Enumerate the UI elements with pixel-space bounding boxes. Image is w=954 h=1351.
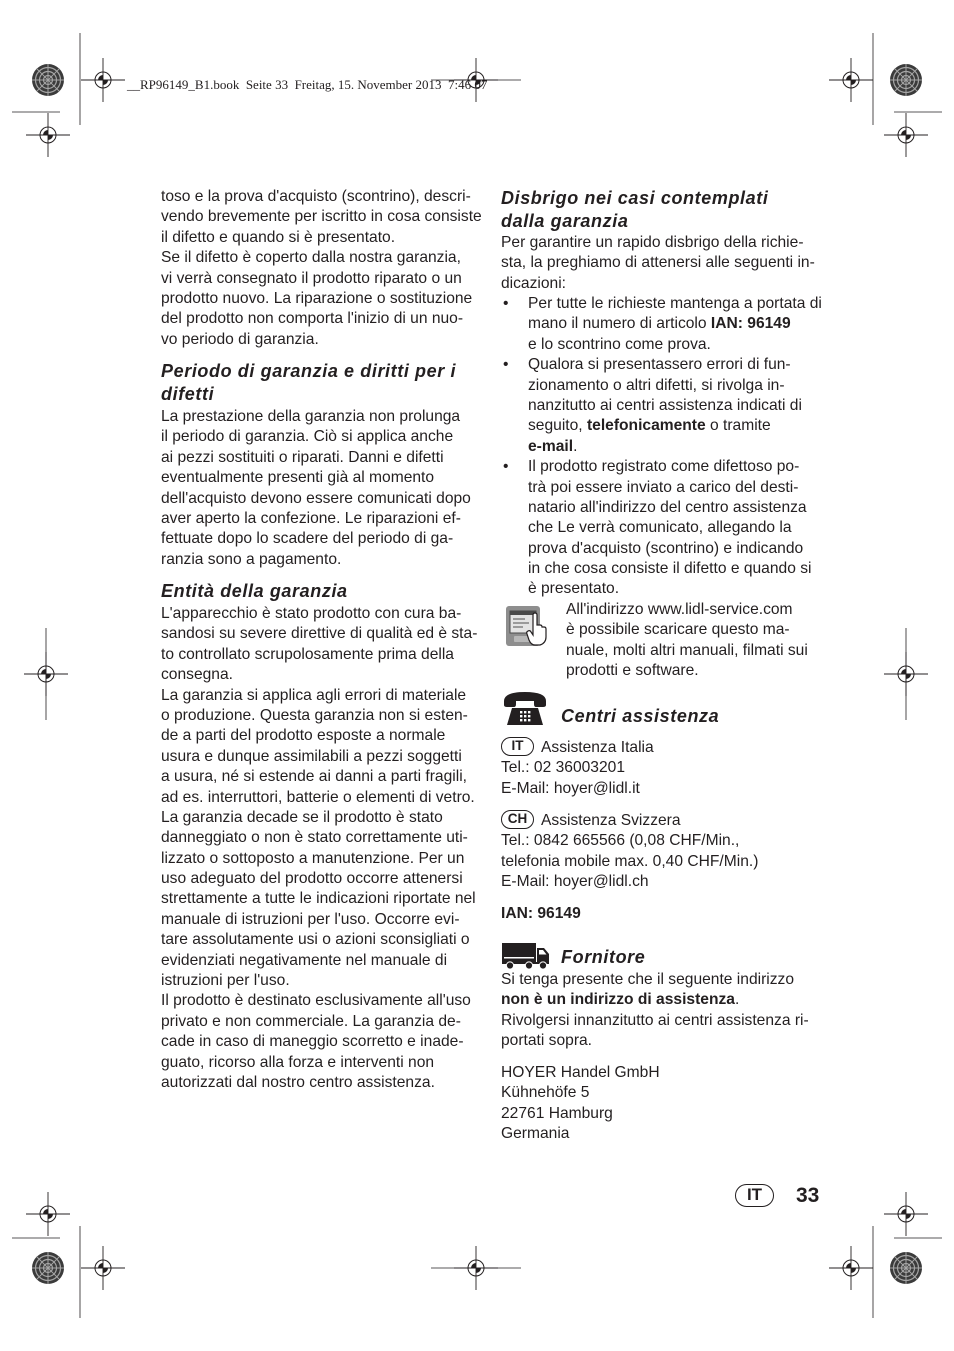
text-line: Se il difetto è coperto dalla nostra garanzia,: [161, 249, 461, 267]
ian-number: IAN: 96149: [501, 905, 581, 922]
bullet-text: [528, 294, 822, 355]
text-line: dell'acquisto devono essere comunicati dopo: [161, 489, 471, 507]
bold-text: telefonicamente: [586, 417, 706, 435]
text-line: Periodo di garanzia e diritti per i: [161, 361, 457, 381]
registration-crosshair: [829, 58, 873, 102]
country-badge: IT: [501, 737, 534, 756]
text-line: nanzitutto ai centri assistenza indicati di: [528, 396, 802, 414]
registration-crosshair: [26, 113, 70, 157]
text-line: L'apparecchio è stato prodotto con cura ba-: [161, 605, 462, 622]
text-line: Germania: [501, 1125, 570, 1143]
heading-line: Fornitore: [561, 947, 646, 967]
bullet-text: [528, 355, 822, 457]
text-line: HOYER Handel GmbH: [501, 1064, 660, 1081]
text-line: telefonia mobile max. 0,40 CHF/Min.): [501, 852, 759, 870]
text-line: cade in caso di maneggio scorretto e inade-: [161, 1033, 464, 1051]
heading-line: Centri assistenza: [561, 706, 720, 726]
text-line: fettuate dopo lo scadere del periodo di ga-: [161, 530, 454, 548]
registration-target: [890, 1252, 922, 1284]
claims-intro: [501, 233, 815, 294]
intro-paragraph: [161, 187, 482, 350]
warranty-period-text: [161, 407, 471, 570]
web-hand-icon: [505, 603, 549, 654]
text-line: ad es. interruttori, batterie o elementi di vetro.: [161, 788, 475, 806]
text-line: del prodotto non comporta l'inizio di un nuo-: [161, 310, 464, 328]
text-line: Disbrigo nei casi contemplati: [501, 188, 769, 208]
text-line: danneggiato o non è stato correttamente uti-: [161, 829, 468, 847]
bold-text: IAN: 96149: [710, 315, 791, 333]
registration-crosshair: [829, 1246, 873, 1290]
text-line: prodotti e software.: [566, 662, 699, 680]
text-line: Tel.: 02 36003201: [501, 759, 625, 777]
text-line: Qualora si presentassero errori di fun-: [528, 356, 791, 374]
text-line: che Le verrà comunicato, allegando la: [528, 519, 792, 537]
bullet-marker: [503, 355, 508, 375]
bullet-item: [501, 457, 822, 600]
claims-heading: [501, 187, 768, 232]
text-line: E-Mail: hoyer@lidl.it: [501, 779, 640, 797]
text-line: trà poi essere inviato a carico del desti-: [528, 478, 799, 496]
text-line: mano il numero di articolo IAN: 96149: [528, 315, 791, 333]
warranty-scope-heading: [161, 580, 348, 603]
service-center-contacts: [501, 831, 758, 892]
print-slug: __RP96149_B1.book Seite 33 Freitag, 15. November 2013 7:46 07: [127, 77, 488, 92]
supplier-address: [501, 1063, 660, 1145]
text-line: strettamente a tutte le indicazioni riportate nel: [161, 890, 476, 908]
text-line: e-mail.: [528, 437, 578, 455]
text-line: o produzione. Questa garanzia non si esten-: [161, 706, 468, 724]
text-line: Il prodotto è destinato esclusivamente all'uso: [161, 992, 471, 1010]
text-line: eventualmente presenti già al momento: [161, 469, 435, 487]
claims-bullet-list: [501, 294, 822, 600]
text-line: aver aperto la confezione. Le riparazioni ef-: [161, 509, 461, 527]
text-line: ranzia sono a pagamento.: [161, 550, 342, 568]
text-line: in che cosa consiste il difetto e quando si: [528, 560, 812, 578]
supplier-note: [501, 970, 809, 1052]
telephone-icon: [502, 689, 548, 732]
text-line: vi verrà consegnato il prodotto riparato o un: [161, 269, 462, 287]
text-line: manuale di istruzioni per l'uso. Occorre evi-: [161, 910, 460, 928]
text-line: nuale, molti altri manuali, filmati sui: [566, 641, 808, 659]
bullet-marker: [503, 294, 508, 314]
text-line: La garanzia decade se il prodotto è stato: [161, 808, 443, 826]
text-line: Per tutte le richieste mantenga a portata di: [528, 295, 822, 312]
supplier-heading: [561, 946, 645, 969]
text-line: natario all'indirizzo del centro assistenza: [528, 498, 807, 516]
warranty-scope-text: [161, 604, 477, 1093]
text-line: All'indirizzo www.lidl-service.com: [566, 601, 793, 618]
text-line: E-Mail: hoyer@lidl.ch: [501, 873, 649, 891]
download-note: [566, 600, 808, 682]
service-center-italy: [501, 738, 654, 799]
language-badge: IT: [735, 1184, 774, 1207]
service-center-title: [501, 811, 758, 831]
text-line: zionamento o altri difetti, si rivolga in-: [528, 376, 785, 394]
text-line: sandosi su severe direttive di qualità ed è sta-: [161, 625, 478, 643]
service-center-contacts: [501, 758, 654, 799]
registration-crosshair: [884, 113, 928, 157]
text-line: privato e non commerciale. La garanzia de-: [161, 1012, 461, 1030]
service-center-name: Assistenza Italia: [541, 739, 654, 756]
text-line: Il prodotto registrato come difettoso po-: [528, 458, 800, 476]
bullet-marker: [503, 457, 508, 477]
registration-target: [32, 64, 64, 96]
text-line: toso e la prova d'acquisto (scontrino), descri-: [161, 188, 471, 205]
text-line: è possibile scaricare questo ma-: [566, 621, 790, 639]
text-line: ai pezzi sostituiti o riparati. Danni e difetti: [161, 448, 444, 466]
text-line: vendo brevemente per iscritto in cosa consiste: [161, 208, 482, 226]
bullet-text: [528, 457, 822, 600]
text-line: portati sopra.: [501, 1032, 593, 1050]
text-line: difetti: [161, 383, 215, 404]
text-line: Si tenga presente che il seguente indirizzo: [501, 971, 794, 988]
text-line: il difetto e quando si è presentato.: [161, 228, 396, 246]
text-line: Kühnehöfe 5: [501, 1084, 590, 1102]
text-line: non è un indirizzo di assistenza.: [501, 991, 740, 1009]
warranty-period-heading: [161, 360, 456, 405]
registration-crosshair: [81, 58, 125, 102]
text-line: uso adeguato del prodotto occorre attenersi: [161, 870, 463, 888]
text-line: è presentato.: [528, 580, 620, 598]
heading-line: Entità della garanzia: [161, 581, 348, 601]
text-line: vo periodo di garanzia.: [161, 330, 319, 348]
registration-crosshair: [81, 1246, 125, 1290]
text-line: La garanzia si applica agli errori di materiale: [161, 686, 467, 704]
bullet-item: [501, 294, 822, 355]
service-center-switzerland: [501, 811, 758, 893]
text-line: prova d'acquisto (scontrino) e indicando: [528, 539, 804, 557]
text-line: dalla garanzia: [501, 210, 629, 231]
text-line: a usura, né si estende ai danni a parti fragili,: [161, 768, 467, 786]
bold-text: non è un indirizzo di assistenza: [501, 991, 735, 1009]
text-line: consegna.: [161, 666, 233, 684]
text-line: evidenziati negativamente nel manuale di: [161, 951, 448, 969]
text-line: sta, la preghiamo di attenersi alle seguenti in-: [501, 254, 815, 272]
page-number: 33: [796, 1184, 820, 1207]
registration-crosshair: [26, 1192, 70, 1236]
text-line: Rivolgersi innanzitutto ai centri assistenza ri-: [501, 1011, 809, 1029]
bullet-item: [501, 355, 822, 457]
text-line: seguito, telefonicamente o tramite: [528, 417, 771, 435]
text-line: Tel.: 0842 665566 (0,08 CHF/Min.,: [501, 832, 740, 850]
service-center-name: Assistenza Svizzera: [541, 812, 681, 829]
service-center-title: [501, 738, 654, 758]
text-line: to controllato scrupolosamente prima della: [161, 645, 454, 663]
text-line: La prestazione della garanzia non prolunga: [161, 408, 461, 425]
text-line: dicazioni:: [501, 274, 567, 292]
text-line: tare assolutamente usi o azioni sconsigliati o: [161, 931, 470, 949]
registration-crosshair: [884, 1192, 928, 1236]
text-line: de a parti del prodotto esposte a normale: [161, 727, 446, 745]
text-line: e lo scontrino come prova.: [528, 335, 711, 353]
bold-text: e-mail: [528, 437, 574, 455]
text-line: il periodo di garanzia. Ciò si applica anche: [161, 428, 454, 446]
text-line: lizzato o sottoposto a manutenzione. Per un: [161, 849, 465, 867]
text-line: istruzioni per l'uso.: [161, 972, 290, 990]
text-line: prodotto nuovo. La riparazione o sostituzione: [161, 289, 473, 307]
text-line: autorizzati dal nostro centro assistenza.: [161, 1073, 435, 1091]
text-line: guato, ricorso alla forza e interventi non: [161, 1053, 435, 1071]
text-line: Per garantire un rapido disbrigo della richie-: [501, 234, 804, 251]
registration-target: [890, 64, 922, 96]
country-badge: CH: [501, 810, 534, 829]
registration-target: [32, 1252, 64, 1284]
text-line: 22761 Hamburg: [501, 1104, 613, 1122]
service-centers-heading: [561, 705, 719, 728]
text-line: usura e dunque assimilabili a pezzi soggetti: [161, 747, 462, 765]
